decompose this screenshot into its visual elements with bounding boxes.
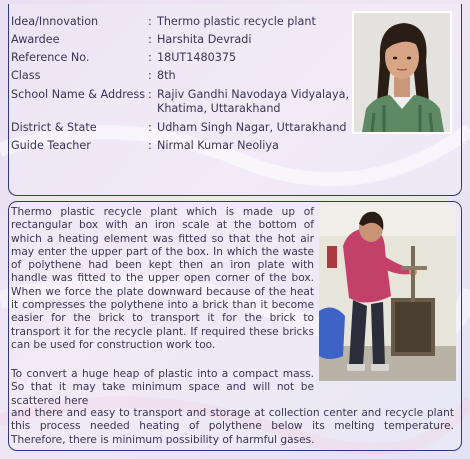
field-value-school-line1: Rajiv Gandhi Navodaya Vidyalaya, (157, 88, 350, 101)
field-colon: : (148, 33, 152, 46)
field-label-idea: Idea/Innovation (11, 15, 99, 28)
field-colon: : (148, 139, 152, 152)
field-label-guide: Guide Teacher (11, 139, 91, 152)
field-value-school-line2: Khatima, Uttarakhand (157, 102, 281, 115)
project-demonstration-photo (319, 206, 456, 381)
portrait-illustration (354, 13, 450, 132)
field-value-awardee: Harshita Devradi (157, 33, 252, 46)
description-paragraph-1-text: Thermo plastic recycle plant which is made up of rectangular box with an iron scale at the bottom of which a heating element was fitted so that the hot air may enter the upper part of the box. In which the waste of polythene had been kept then an iron plate with handle was fitted to the upper open corner of the box. When we force the plate downward because of the heat it compresses the polythene into a brick than it become easier for the brick to transport it for the brick to transport it for the recycle plant. If required these bricks can be used for construction work too. (11, 206, 314, 351)
awardee-portrait-photo (352, 11, 452, 134)
field-colon: : (148, 69, 152, 82)
description-paragraph-1 (11, 206, 314, 352)
field-label-awardee: Awardee (11, 33, 60, 46)
description-paragraph-2a-text: To convert a huge heap of plastic into a compact mass. So that it may take minimum space and will not be scattered here (11, 368, 314, 407)
field-colon: : (148, 88, 152, 101)
description-paragraph-2-end (11, 407, 454, 447)
description-paragraph-2b-text: and there and easy to transport and storage at collection center and recycle plant this process needed heating of polythene below its melting temperature. Therefore, there is minimum possibility of harmful gases. (11, 407, 454, 446)
description-paragraph-2-start (11, 368, 314, 408)
project-photo-illustration (319, 206, 456, 381)
field-label-district: District & State (11, 121, 97, 134)
field-value-district: Udham Singh Nagar, Uttarakhand (157, 121, 347, 134)
field-colon: : (148, 121, 152, 134)
field-label-class: Class (11, 69, 41, 82)
field-colon: : (148, 51, 152, 64)
field-colon: : (148, 15, 152, 28)
field-value-guide: Nirmal Kumar Neoliya (157, 139, 279, 152)
field-value-idea: Thermo plastic recycle plant (157, 15, 316, 28)
field-value-class: 8th (157, 69, 176, 82)
field-label-reference: Reference No. (11, 51, 90, 64)
field-label-school: School Name & Address (11, 88, 146, 101)
field-value-reference: 18UT1480375 (157, 51, 237, 64)
